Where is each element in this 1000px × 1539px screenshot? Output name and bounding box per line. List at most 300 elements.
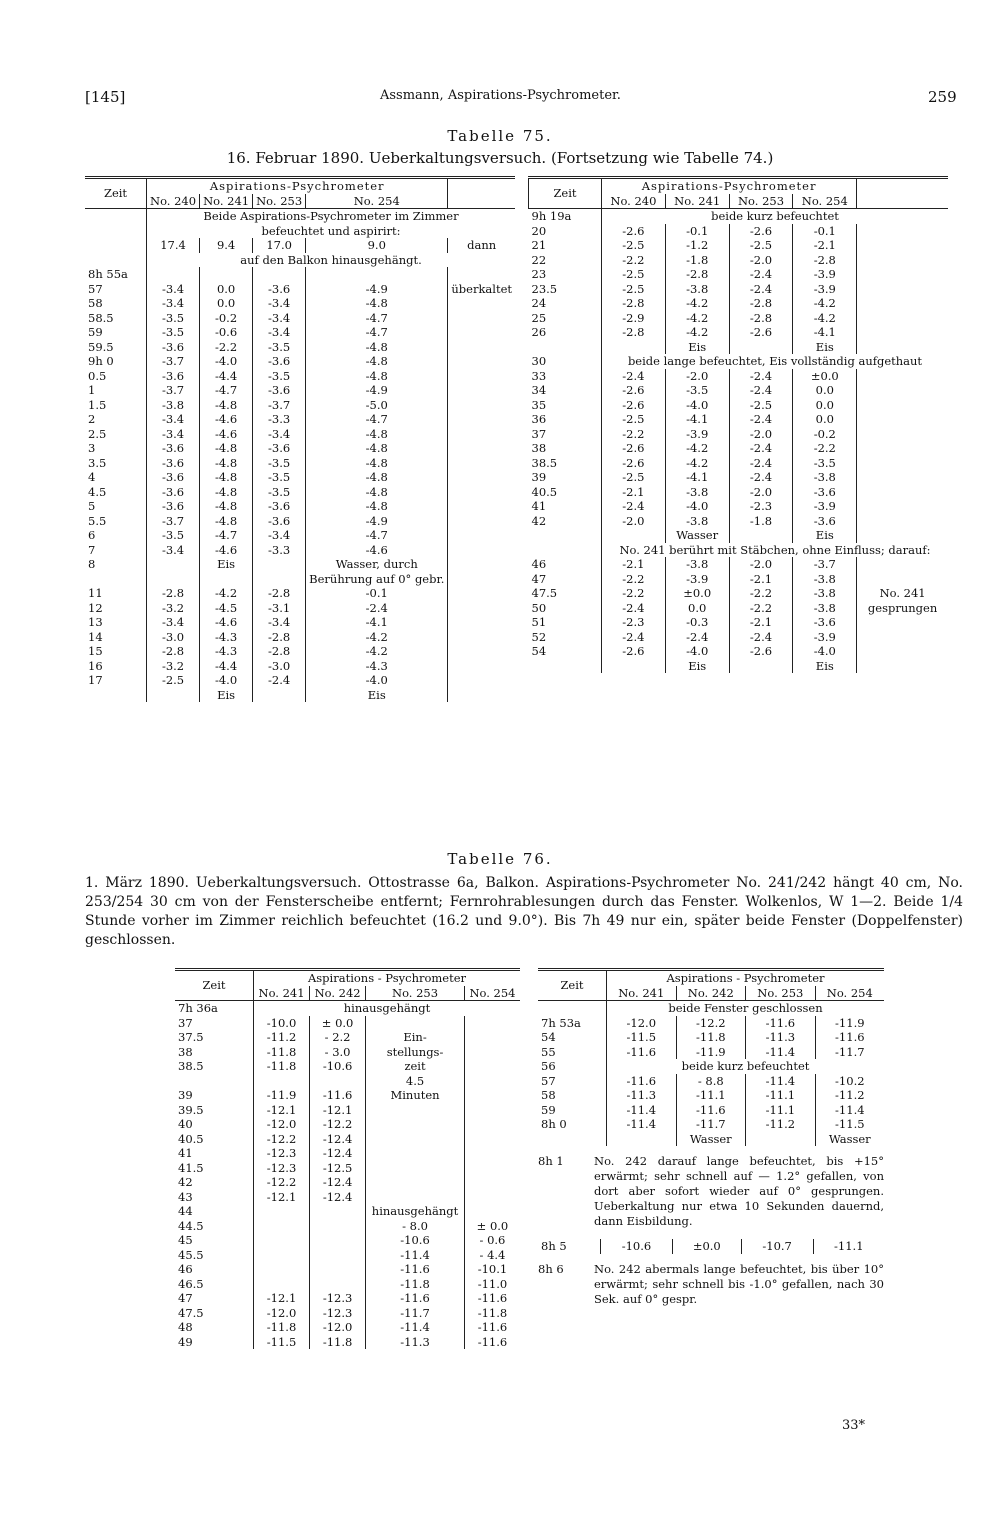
value-cell — [253, 557, 306, 572]
value-cell: -11.6 — [366, 1262, 465, 1277]
table-row — [529, 282, 949, 297]
table-row — [175, 1117, 520, 1132]
value-cell: -2.1 — [729, 572, 793, 587]
value-cell: -3.6 — [147, 470, 200, 485]
value-cell — [310, 1204, 366, 1219]
value-cell: -2.8 — [602, 325, 666, 340]
value-cell — [253, 688, 306, 703]
table75-subtitle: 16. Februar 1890. Ueberkaltungsversuch. (Fortsetzung wie Tabelle 74.) — [226, 149, 774, 167]
value-cell — [464, 1016, 520, 1031]
value-cell: -3.6 — [147, 441, 200, 456]
value-cell: -4.2 — [665, 441, 729, 456]
value-cell — [464, 1074, 520, 1089]
table-row — [85, 296, 515, 311]
value-cell: - 8.0 — [366, 1219, 465, 1234]
value-cell: -3.3 — [253, 412, 306, 427]
table-row — [529, 456, 949, 471]
value-cell: Eis — [793, 528, 857, 543]
value-cell: -4.2 — [665, 456, 729, 471]
value-cell — [607, 1132, 677, 1147]
table-row — [538, 1030, 884, 1045]
value-cell: -0.1 — [793, 224, 857, 239]
value-cell: -11.8 — [254, 1045, 310, 1060]
value-cell — [448, 354, 515, 369]
value-cell: -3.2 — [147, 601, 200, 616]
value-cell: -3.6 — [793, 514, 857, 529]
value-cell: -2.4 — [729, 383, 793, 398]
value-cell: -4.8 — [306, 485, 448, 500]
col-no254: No. 254 — [306, 194, 448, 209]
value-cell: -2.8 — [253, 644, 306, 659]
value-cell — [448, 470, 515, 485]
value-cell — [448, 572, 515, 587]
table75-title: Tabelle 75. — [447, 127, 553, 145]
value-cell: -2.6 — [729, 325, 793, 340]
value-cell: -3.4 — [253, 427, 306, 442]
col-no253: No. 253 — [729, 194, 793, 209]
table-row — [85, 383, 515, 398]
value-cell: -4.0 — [665, 398, 729, 413]
value-cell: -4.4 — [200, 659, 253, 674]
time-cell: 9h 19a — [529, 209, 602, 224]
value-cell — [464, 1146, 520, 1161]
value-cell: No. 241 — [879, 586, 926, 600]
cell: -11.1 — [813, 1239, 884, 1254]
col-no242: No. 242 — [676, 986, 746, 1001]
value-cell: -2.4 — [306, 601, 448, 616]
value-cell: -4.8 — [200, 398, 253, 413]
table-row — [529, 441, 949, 456]
value-cell: -4.1 — [306, 615, 448, 630]
value-cell: -11.7 — [366, 1306, 465, 1321]
value-cell — [366, 1016, 465, 1031]
value-cell: -2.4 — [729, 456, 793, 471]
table-row — [175, 1262, 520, 1277]
table-row — [85, 572, 515, 587]
value-cell: -2.2 — [729, 601, 793, 616]
value-cell: -12.2 — [676, 1016, 746, 1031]
time-cell — [85, 572, 147, 587]
value-cell — [448, 369, 515, 384]
value-cell: -2.4 — [729, 369, 793, 384]
table-row — [538, 1045, 884, 1060]
value-cell: -4.8 — [306, 427, 448, 442]
value-cell: -11.5 — [607, 1030, 677, 1045]
col-group: Aspirations-Psychrometer — [147, 178, 448, 194]
value-cell: Eis — [200, 688, 253, 703]
value-cell: -12.2 — [254, 1132, 310, 1147]
value-cell: -2.9 — [602, 311, 666, 326]
time-cell: 45.5 — [175, 1248, 254, 1263]
value-cell — [448, 267, 515, 282]
value-cell: -2.4 — [729, 282, 793, 297]
table-row — [85, 238, 515, 253]
value-cell: -3.8 — [147, 398, 200, 413]
value-cell: -2.2 — [602, 427, 666, 442]
time-cell: 38.5 — [175, 1059, 254, 1074]
value-cell: -2.0 — [729, 557, 793, 572]
value-cell: -3.9 — [793, 630, 857, 645]
page-bracket-number: [145] — [85, 88, 126, 106]
value-cell — [310, 1248, 366, 1263]
value-cell: -11.6 — [366, 1291, 465, 1306]
value-cell: -4.8 — [306, 296, 448, 311]
value-cell: -11.6 — [746, 1016, 816, 1031]
value-cell: -3.7 — [147, 383, 200, 398]
col-no242: No. 242 — [310, 986, 366, 1001]
value-cell — [254, 1262, 310, 1277]
value-cell — [729, 528, 793, 543]
value-cell — [200, 267, 253, 282]
value-cell — [254, 1277, 310, 1292]
value-cell — [464, 1103, 520, 1118]
table-row — [529, 499, 949, 514]
time-cell: 22 — [529, 253, 602, 268]
value-cell: -3.4 — [147, 615, 200, 630]
table-row — [85, 543, 515, 558]
time-cell: 13 — [85, 615, 147, 630]
value-cell: -2.1 — [602, 485, 666, 500]
value-cell: -12.1 — [310, 1103, 366, 1118]
value-cell: -2.4 — [602, 630, 666, 645]
table-row — [529, 630, 949, 645]
value-cell: Wasser — [676, 1132, 746, 1147]
value-cell: -3.9 — [793, 282, 857, 297]
col-no241: No. 241 — [665, 194, 729, 209]
table-row — [529, 340, 949, 355]
table-row — [529, 470, 949, 485]
time-cell: 3.5 — [85, 456, 147, 471]
value-cell — [448, 485, 515, 500]
time-cell: 2.5 — [85, 427, 147, 442]
value-cell: -3.6 — [793, 485, 857, 500]
value-cell: Eis — [793, 659, 857, 674]
value-cell: -3.4 — [253, 296, 306, 311]
value-cell: -12.3 — [310, 1306, 366, 1321]
value-cell: -11.5 — [254, 1335, 310, 1350]
value-cell: -2.5 — [602, 412, 666, 427]
value-cell: hinausgehängt — [366, 1204, 465, 1219]
value-cell: -2.5 — [147, 673, 200, 688]
value-cell: -4.9 — [306, 282, 448, 297]
note: befeuchtet und aspirirt: — [261, 223, 401, 238]
value-cell — [448, 688, 515, 703]
value-cell: ±0.0 — [793, 369, 857, 384]
table-row — [538, 1074, 884, 1089]
value-cell: -11.4 — [607, 1103, 677, 1118]
value-cell: -2.5 — [602, 267, 666, 282]
value-cell — [857, 572, 948, 587]
col-no253: No. 253 — [746, 986, 816, 1001]
value-cell: -3.8 — [793, 470, 857, 485]
value-cell: -4.8 — [200, 485, 253, 500]
value-cell: 0.0 — [793, 412, 857, 427]
value-cell: -11.4 — [607, 1117, 677, 1132]
table-row — [85, 412, 515, 427]
value-cell: -4.2 — [793, 296, 857, 311]
value-cell: -3.4 — [147, 282, 200, 297]
value-cell: -11.3 — [366, 1335, 465, 1350]
value-cell — [464, 1175, 520, 1190]
note: Beide Aspirations-Psychrometer im Zimmer — [203, 209, 459, 223]
value-cell — [602, 340, 666, 355]
value-cell: -11.7 — [835, 1044, 865, 1059]
time-cell: 41.5 — [175, 1161, 254, 1176]
value-cell: -11.8 — [477, 1305, 508, 1320]
value-cell — [857, 644, 948, 659]
value-cell — [310, 1262, 366, 1277]
table-row — [175, 1219, 520, 1234]
value-cell: -11.6 — [477, 1291, 508, 1305]
value-cell: 4.5 — [366, 1074, 465, 1089]
value-cell: -4.8 — [306, 441, 448, 456]
table-row — [538, 1103, 884, 1118]
value-cell: -3.4 — [253, 528, 306, 543]
table-row — [529, 238, 949, 253]
time-cell: 59 — [538, 1103, 607, 1118]
value-cell: -4.6 — [200, 412, 253, 427]
time-cell — [85, 688, 147, 703]
table-row — [85, 354, 515, 369]
time-cell: 26 — [529, 325, 602, 340]
table-row — [529, 659, 949, 674]
value-cell: -2.8 — [729, 296, 793, 311]
value-cell — [448, 296, 515, 311]
value-cell: -2.4 — [602, 369, 666, 384]
value-cell: -2.5 — [602, 282, 666, 297]
value-cell: -4.8 — [200, 514, 253, 529]
value-cell: -3.0 — [253, 659, 306, 674]
value-cell: -4.8 — [306, 456, 448, 471]
table-row — [529, 543, 949, 558]
time-cell: 49 — [175, 1335, 254, 1350]
value-cell: -2.6 — [729, 644, 793, 659]
col-no254: No. 254 — [469, 985, 516, 1000]
value-cell: -2.2 — [200, 340, 253, 355]
table-row — [529, 412, 949, 427]
time-cell: 54 — [538, 1030, 607, 1045]
value-cell: -11.6 — [676, 1103, 746, 1118]
value-cell: -12.0 — [254, 1117, 310, 1132]
value-cell: -12.3 — [310, 1291, 366, 1306]
value-cell: -2.2 — [602, 253, 666, 268]
table-row — [175, 1045, 520, 1060]
value-cell — [448, 514, 515, 529]
time-cell: 39.5 — [175, 1103, 254, 1118]
value-cell: -4.0 — [793, 644, 857, 659]
time-cell: 48 — [175, 1320, 254, 1335]
value-cell: zeit — [366, 1059, 465, 1074]
value-cell: -3.4 — [147, 412, 200, 427]
value-cell — [729, 659, 793, 674]
time-cell: 24 — [529, 296, 602, 311]
time-cell: 47.5 — [529, 586, 602, 601]
value-cell — [448, 659, 515, 674]
page-number: 259 — [928, 88, 957, 106]
value-cell — [448, 586, 515, 601]
value-cell — [857, 630, 948, 645]
value-cell: -11.4 — [746, 1045, 816, 1060]
time-cell — [538, 1132, 607, 1147]
value-cell: -4.6 — [200, 543, 253, 558]
time-cell: 15 — [85, 644, 147, 659]
value-cell: -11.3 — [746, 1030, 816, 1045]
time-cell: 5.5 — [85, 514, 147, 529]
value-cell — [448, 383, 515, 398]
value-cell: -2.3 — [602, 615, 666, 630]
value-cell: -4.0 — [665, 499, 729, 514]
table-row — [538, 1059, 884, 1074]
value-cell: -11.9 — [835, 1015, 865, 1030]
value-cell: -3.8 — [665, 557, 729, 572]
table76-description: 1. März 1890. Ueberkaltungsversuch. Ottostrasse 6a, Balkon. Aspirations-Psychrometer No. 241/242 hängt 40 cm, No. 253/254 30 cm von der Fensterscheibe entfernt; Fernrohrablesungen durch das Fenster. Wolkenlos, W 1—2. Beide 1/4 Stunde vorher im Zimmer reichlich befeuchtet (16.2 und 9.0°). Bis 7h 49 nur ein, später beide Fenster (Doppelfenster) geschlossen. — [85, 875, 963, 948]
value-cell — [448, 601, 515, 616]
value-cell — [448, 557, 515, 572]
value-cell — [857, 238, 948, 253]
value-cell: überkaltet — [451, 281, 512, 296]
table-row — [85, 267, 515, 282]
value-cell — [857, 441, 948, 456]
value-cell: -4.7 — [306, 528, 448, 543]
value-cell: -4.0 — [665, 644, 729, 659]
col-group: Aspirations - Psychrometer — [307, 971, 467, 985]
table-row — [175, 1088, 520, 1103]
value-cell: -11.8 — [366, 1277, 465, 1292]
table-row — [85, 427, 515, 442]
value-cell: -11.5 — [835, 1117, 865, 1131]
value-cell — [448, 427, 515, 442]
note-8h6 — [538, 1262, 884, 1307]
col-no241: No. 241 — [254, 986, 310, 1001]
note-text: No. 242 darauf lange befeuchtet, bis +15° erwärmt; sehr schnell auf — 1.2° gefallen, von dort aber sofort wieder auf 0° gesprungen. Ueberkaltung nur etwa 10 Sekunden dauernd, dann Eisbildung. — [594, 1154, 884, 1228]
value-cell — [448, 412, 515, 427]
note: beide Fenster geschlossen — [668, 1001, 823, 1015]
time-cell: 37 — [175, 1016, 254, 1031]
table-row — [175, 1248, 520, 1263]
time-cell: 36 — [529, 412, 602, 427]
value-cell: -2.4 — [729, 441, 793, 456]
col-zeit: Zeit — [529, 178, 602, 209]
value-cell: -3.5 — [147, 311, 200, 326]
value-cell — [857, 485, 948, 500]
value-cell: -3.6 — [253, 441, 306, 456]
value-cell: Wasser — [828, 1131, 871, 1146]
value-cell: dann — [467, 238, 497, 252]
table-row — [529, 557, 949, 572]
value-cell: -4.2 — [793, 311, 857, 326]
value-cell: -10.6 — [310, 1059, 366, 1074]
value-cell: -0.2 — [200, 311, 253, 326]
value-cell: -4.8 — [306, 470, 448, 485]
col-no240: No. 240 — [602, 194, 666, 209]
time-cell: 46 — [529, 557, 602, 572]
value-cell: -4.8 — [306, 354, 448, 369]
value-cell — [857, 383, 948, 398]
table76-title: Tabelle 76. — [447, 850, 553, 868]
value-cell: -3.6 — [147, 485, 200, 500]
time-cell: 20 — [529, 224, 602, 239]
value-cell: -3.5 — [253, 470, 306, 485]
value-cell: -4.8 — [200, 499, 253, 514]
value-cell — [857, 325, 948, 340]
value-cell: -3.8 — [793, 601, 857, 616]
value-cell: -4.6 — [200, 615, 253, 630]
value-cell: - 4.4 — [479, 1247, 506, 1262]
value-cell: -11.9 — [676, 1045, 746, 1060]
value-cell — [857, 427, 948, 442]
table-row — [175, 1016, 520, 1031]
table-row — [85, 253, 515, 268]
time-cell: 46 — [175, 1262, 254, 1277]
value-cell: -12.1 — [254, 1190, 310, 1205]
value-cell — [448, 441, 515, 456]
value-cell: -11.8 — [254, 1320, 310, 1335]
table-row — [175, 1233, 520, 1248]
time-cell: 17 — [85, 673, 147, 688]
table-row — [529, 514, 949, 529]
value-cell: -4.4 — [200, 369, 253, 384]
value-cell — [746, 1132, 816, 1147]
time-cell: 23.5 — [529, 282, 602, 297]
time-cell: 1.5 — [85, 398, 147, 413]
table-row — [529, 485, 949, 500]
value-cell — [306, 267, 448, 282]
value-cell — [464, 1045, 520, 1060]
time-cell: 42 — [175, 1175, 254, 1190]
value-cell: -0.1 — [306, 586, 448, 601]
value-cell: -10.6 — [366, 1233, 465, 1248]
value-cell: -2.0 — [729, 253, 793, 268]
value-cell: -3.6 — [147, 340, 200, 355]
value-cell: -2.1 — [793, 238, 857, 253]
value-cell — [464, 1190, 520, 1205]
value-cell: -1.8 — [729, 514, 793, 529]
time-cell: 8h 0 — [538, 1117, 607, 1132]
value-cell: -2.1 — [729, 615, 793, 630]
table76-left — [175, 968, 520, 1349]
value-cell: -11.4 — [746, 1074, 816, 1089]
value-cell: -2.4 — [729, 412, 793, 427]
value-cell: -2.6 — [602, 644, 666, 659]
value-cell: -2.8 — [729, 311, 793, 326]
table-row — [175, 1190, 520, 1205]
value-cell: Ein- — [366, 1030, 465, 1045]
table-row — [85, 557, 515, 572]
value-cell — [448, 398, 515, 413]
value-cell: -4.1 — [665, 412, 729, 427]
value-cell: -11.2 — [835, 1088, 865, 1102]
table-row — [85, 615, 515, 630]
value-cell — [729, 340, 793, 355]
value-cell: -0.1 — [665, 224, 729, 239]
table-row — [85, 499, 515, 514]
time-cell: 2 — [85, 412, 147, 427]
value-cell — [464, 1204, 520, 1219]
time-cell: 7h 36a — [175, 1001, 254, 1016]
value-cell: -4.7 — [200, 528, 253, 543]
value-cell: -11.2 — [746, 1117, 816, 1132]
time-cell: 34 — [529, 383, 602, 398]
value-cell: -2.5 — [729, 398, 793, 413]
value-cell: -2.0 — [729, 427, 793, 442]
time-cell: 42 — [529, 514, 602, 529]
time-cell: 21 — [529, 238, 602, 253]
value-cell — [366, 1117, 465, 1132]
value-cell: -2.1 — [602, 557, 666, 572]
value-cell: -2.4 — [602, 499, 666, 514]
table-row — [529, 209, 949, 224]
time-cell: 40.5 — [529, 485, 602, 500]
